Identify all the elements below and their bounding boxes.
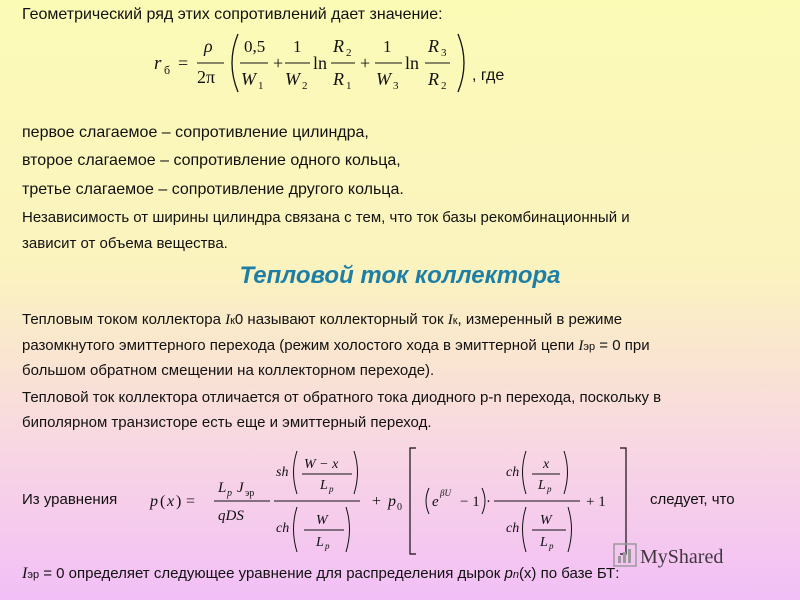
svg-text:1: 1: [383, 37, 392, 56]
final-line: Iэр = 0 определяет следующее уравнение для распределения дырок pn(x) по базе БТ:: [22, 565, 620, 582]
svg-text:p: p: [547, 484, 552, 494]
term-line-3: третье слагаемое – сопротивление другого кольца.: [22, 181, 404, 198]
svg-text:+ 1: + 1: [586, 494, 606, 510]
svg-text:W: W: [316, 513, 328, 528]
svg-text:J: J: [237, 480, 244, 496]
svg-text:W − x: W − x: [304, 457, 339, 472]
svg-text:p: p: [329, 484, 334, 494]
svg-text:βU: βU: [440, 488, 451, 498]
watermark: [612, 540, 762, 570]
svg-text:p: p: [325, 541, 330, 551]
intro-text: Геометрический ряд этих сопротивлений дает значение:: [22, 6, 443, 23]
num-05: 0,5: [244, 37, 266, 56]
resistance-formula: [140, 28, 540, 98]
term-line-2: второе слагаемое – сопротивление одного кольца,: [22, 152, 401, 169]
para2-line-2: биполярном транзисторе есть еще и эмиттерный переход.: [22, 414, 432, 431]
chart-logo-icon: [612, 540, 762, 570]
rho: ρ: [204, 36, 213, 56]
svg-text:3: 3: [393, 80, 399, 92]
svg-text:ln: ln: [405, 53, 420, 73]
formula-lhs: r: [154, 53, 162, 74]
svg-text:− 1: − 1: [460, 494, 480, 510]
para1-line-2: разомкнутого эмиттерного перехода (режим холостого хода в эмиттерной цепи Iэр = 0 при: [22, 337, 650, 354]
svg-text:L: L: [316, 535, 324, 550]
svg-text:2: 2: [302, 80, 308, 92]
formula2-before: Из уравнения: [22, 491, 118, 508]
svg-text:W: W: [540, 513, 552, 528]
svg-text:L: L: [320, 478, 328, 493]
svg-text:1: 1: [293, 37, 302, 56]
formula-lhs-sub: б: [164, 63, 171, 77]
svg-text:sh: sh: [276, 465, 289, 480]
formula-trail: , где: [472, 67, 505, 84]
svg-text:1: 1: [258, 80, 264, 92]
svg-text:MyShared: MyShared: [640, 546, 724, 568]
svg-text:ln: ln: [313, 53, 328, 73]
svg-text:): ): [176, 493, 182, 510]
svg-text:p: p: [388, 493, 396, 510]
svg-text:e: e: [432, 494, 439, 510]
svg-text:+: +: [360, 53, 371, 73]
svg-text:R: R: [333, 36, 344, 56]
svg-text:R: R: [333, 69, 344, 89]
svg-text:W: W: [376, 69, 391, 89]
svg-text:R: R: [428, 69, 439, 89]
svg-text:x: x: [167, 493, 175, 510]
svg-text:W: W: [285, 69, 300, 89]
two-pi: 2π: [197, 67, 216, 87]
svg-text:W: W: [241, 69, 256, 89]
svg-text:1: 1: [346, 80, 352, 92]
svg-text:ch: ch: [506, 465, 520, 480]
para2-line-1: Тепловой ток коллектора отличается от обратного тока диодного p-n перехода, поскольку в: [22, 389, 662, 406]
para1-line-3: большом обратном смещении на коллекторном переходе).: [22, 362, 435, 379]
svg-text:+: +: [372, 493, 382, 510]
svg-text:p: p: [549, 541, 554, 551]
svg-text:L: L: [540, 535, 548, 550]
svg-text:2: 2: [346, 47, 352, 59]
svg-text:L: L: [538, 478, 546, 493]
svg-text:2: 2: [441, 80, 447, 92]
svg-text:·: ·: [486, 494, 491, 510]
svg-text:ch: ch: [276, 521, 290, 536]
svg-text:p: p: [150, 493, 158, 510]
independence-line-2: зависит от объема вещества.: [22, 235, 228, 252]
svg-text:=: =: [186, 493, 196, 510]
svg-text:=: =: [178, 53, 189, 73]
svg-text:p: p: [227, 488, 232, 499]
svg-text:0: 0: [397, 502, 402, 513]
svg-text:R: R: [428, 36, 439, 56]
formula2-after: следует, что: [650, 491, 735, 508]
svg-text:L: L: [218, 480, 227, 496]
svg-text:x: x: [543, 457, 550, 472]
section-heading: Тепловой ток коллектора: [239, 262, 561, 289]
svg-text:(: (: [160, 493, 166, 510]
svg-text:эр: эр: [245, 488, 255, 499]
hole-distribution-formula: [148, 446, 640, 558]
svg-text:3: 3: [441, 47, 447, 59]
svg-text:ch: ch: [506, 521, 520, 536]
term-line-1: первое слагаемое – сопротивление цилиндра,: [22, 124, 369, 141]
svg-text:qDS: qDS: [218, 508, 244, 524]
independence-line-1: Независимость от ширины цилиндра связана с тем, что ток базы рекомбинационный и: [22, 209, 630, 226]
svg-text:+: +: [273, 53, 284, 73]
para1-line-1: Тепловым током коллектора Iк0 называют коллекторный ток Iк, измеренный в режиме: [22, 311, 623, 328]
